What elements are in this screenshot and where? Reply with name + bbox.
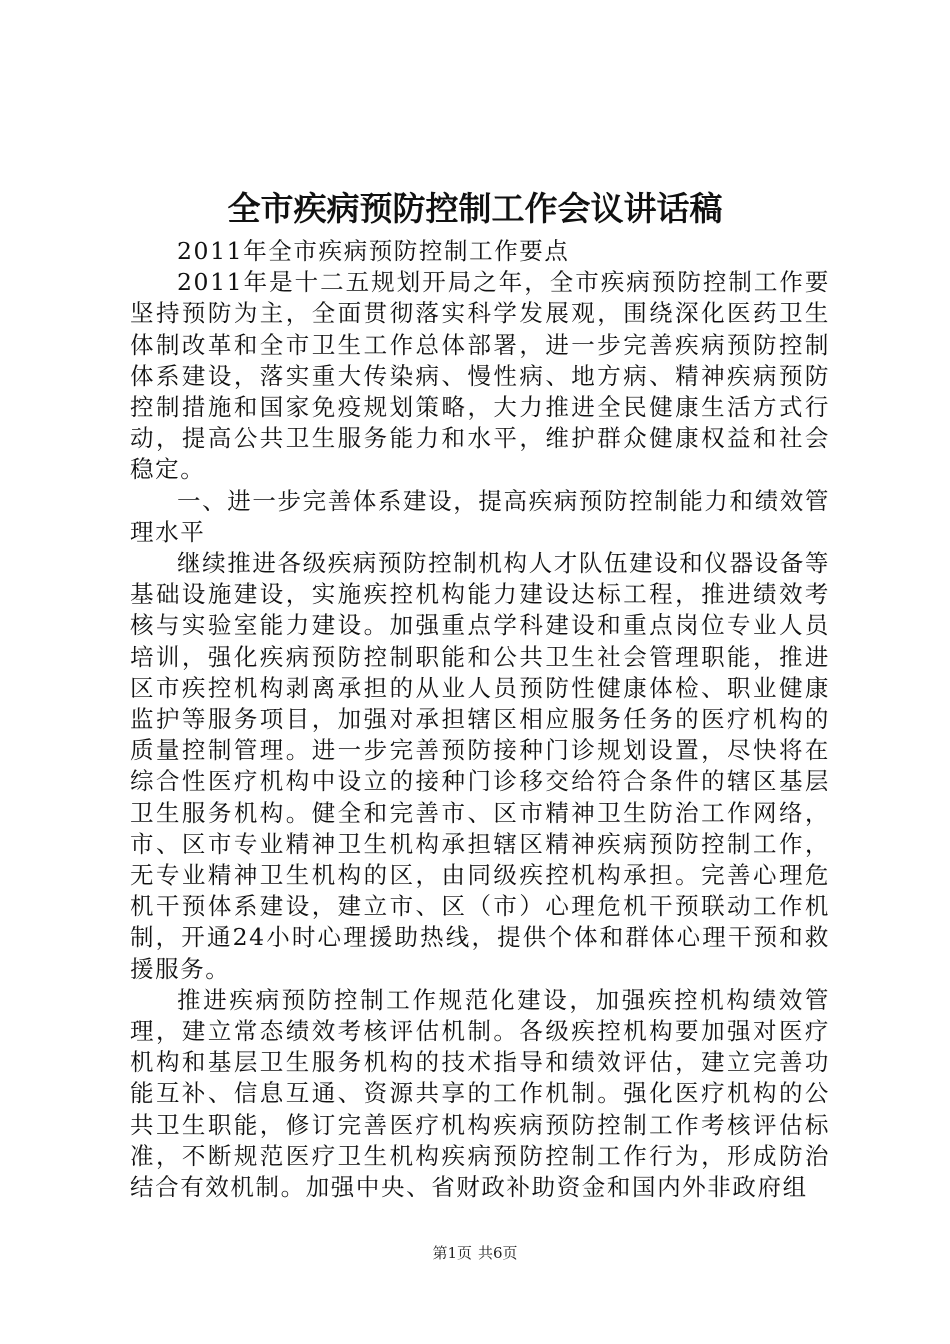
paragraph-section-1-body: 继续推进各级疾病预防控制机构人才队伍建设和仪器设备等基础设施建设，实施疾控机构能力建设达标工程，推进绩效考核与实验室能力建设。加强重点学科建设和重点岗位专业人员培训，强化疾病预防控制职能和公共卫生社会管理职能，推进区市疾控机构剥离承担的从业人员预防性健康体检、职业健康监护等服务项目，加强对承担辖区相应服务任务的医疗机构的质量控制管理。进一步完善预防接种门诊规划设置，尽快将在综合性医疗机构中设立的接种门诊移交给符合条件的辖区基层卫生服务机构。健全和完善市、区市精神卫生防治工作网络，市、区市专业精神卫生机构承担辖区精神疾病预防控制工作，无专业精神卫生机构的区，由同级疾控机构承担。完善心理危机干预体系建设，建立市、区（市）心理危机干预联动工作机制，开通24小时心理援助热线，提供个体和群体心理干预和救援服务。 — [130, 549, 830, 983]
paragraph-subtitle: 2011年全市疾病预防控制工作要点 — [177, 237, 570, 265]
paragraph-intro: 2011年是十二五规划开局之年，全市疾病预防控制工作要坚持预防为主，全面贯彻落实科学发展观，围绕深化医药卫生体制改革和全市卫生工作总体部署，进一步完善疾病预防控制体系建设，落实重大传染病、慢性病、地方病、精神疾病预防控制措施和国家免疫规划策略，大力推进全民健康生活方式行动，提高公共卫生服务能力和水平，维护群众健康权益和社会稳定。 — [130, 268, 830, 484]
page-footer — [0, 1243, 950, 1263]
paragraph-section-1-continued: 推进疾病预防控制工作规范化建设，加强疾控机构绩效管理，建立常态绩效考核评估机制。各级疾控机构要加强对医疗机构和基层卫生服务机构的技术指导和绩效评估，建立完善功能互补、信息互通、资源共享的工作机制。强化医疗机构的公共卫生职能，修订完善医疗机构疾病预防控制工作考核评估标准，不断规范医疗卫生机构疾病预防控制工作行为，形成防治结合有效机制。加强中央、省财政补助资金和国内外非政府组 — [130, 985, 830, 1202]
document-body — [130, 236, 830, 1203]
section-heading-1: 一、进一步完善体系建设，提高疾病预防控制能力和绩效管理水平 — [130, 486, 830, 546]
document-title: 全市疾病预防控制工作会议讲话稿 — [227, 189, 723, 228]
page-number: 第1页 — [432, 1244, 472, 1262]
page-total: 共6页 — [478, 1244, 518, 1262]
